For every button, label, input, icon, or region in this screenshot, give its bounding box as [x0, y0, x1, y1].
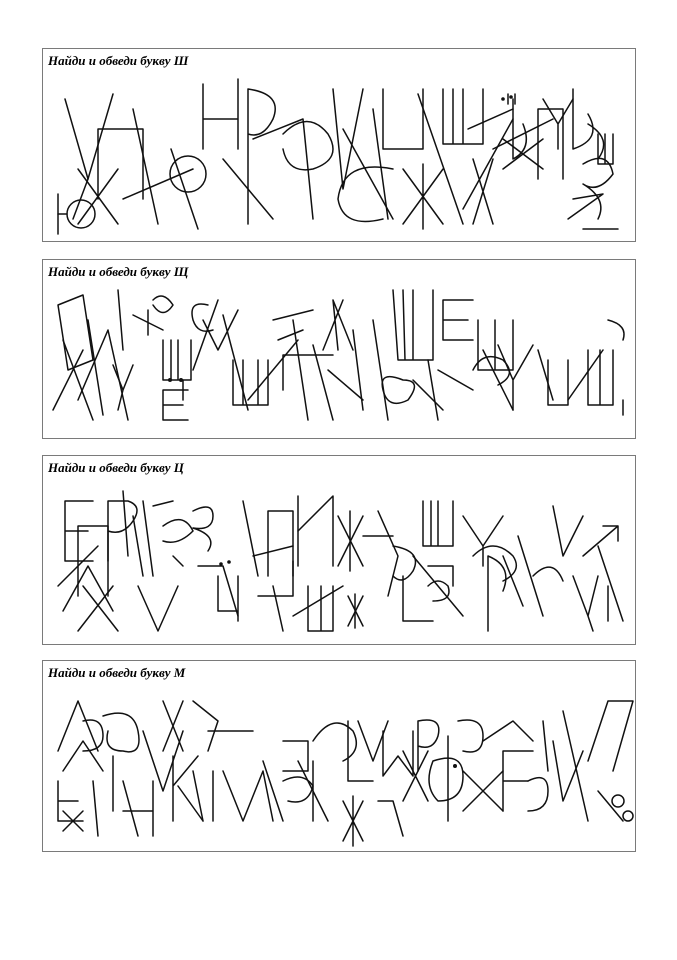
task-panel-4	[42, 660, 636, 852]
task-panel-1	[42, 48, 636, 242]
task-panel-2	[42, 259, 636, 439]
task-instruction: Найди и обведи букву Ш	[48, 53, 189, 68]
task-instruction: Найди и обведи букву Щ	[48, 264, 189, 279]
task-panel-3	[42, 455, 636, 645]
letter-jumble-1[interactable]	[43, 49, 635, 241]
task-instruction: Найди и обведи букву М	[48, 665, 186, 680]
letter-jumble-3[interactable]	[43, 456, 635, 644]
letter-jumble-4[interactable]	[43, 661, 635, 851]
task-instruction: Найди и обведи букву Ц	[48, 460, 184, 475]
letter-jumble-2[interactable]	[43, 260, 635, 438]
